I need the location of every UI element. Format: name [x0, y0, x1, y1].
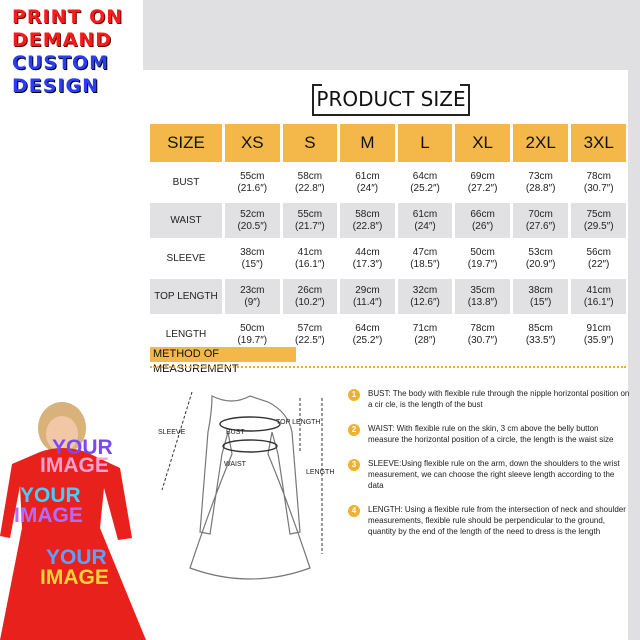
- inch-value: (18.5″): [410, 258, 440, 270]
- promo-line-3: CUSTOM: [12, 52, 110, 74]
- table-cell: [570, 316, 626, 353]
- table-cell: [454, 202, 512, 240]
- inch-value: (22.8″): [295, 182, 325, 194]
- bust-label: BUST: [226, 429, 245, 436]
- inch-value: (28″): [414, 334, 436, 346]
- cm-value: 57cm: [297, 322, 323, 334]
- inch-value: (22″): [588, 258, 610, 270]
- table-cell: [396, 316, 454, 353]
- size-table-header: [150, 124, 626, 164]
- cm-value: 64cm: [355, 322, 380, 334]
- table-cell: [281, 240, 339, 278]
- table-cell: [511, 316, 570, 353]
- waist-label: WAIST: [224, 461, 246, 468]
- cm-value: 53cm: [528, 246, 553, 258]
- header-cell: XS: [224, 124, 282, 164]
- cm-value: 56cm: [586, 246, 611, 258]
- inch-value: (20.5″): [237, 220, 268, 232]
- cm-value: 44cm: [355, 246, 380, 258]
- cm-value: 69cm: [470, 170, 495, 182]
- cm-value: 66cm: [470, 208, 495, 220]
- inch-value: (20.9″): [525, 258, 556, 270]
- row-label: LENGTH: [150, 316, 224, 353]
- table-cell: [224, 202, 282, 240]
- note-item: [348, 423, 630, 445]
- note-text: BUST: The body with flexible rule through the nipple horizontal position on a cir cle, is the length of the bust: [368, 389, 630, 409]
- inch-value: (21.6″): [237, 182, 268, 194]
- table-cell: [511, 240, 570, 278]
- note-text: LENGTH: Using a flexible rule from the intersection of neck and shoulder measurements, flexible rule should be perpendicular to the ground, quantity by the end of the length of the need to dress is the length: [368, 505, 626, 536]
- print-text: IMAGE: [40, 454, 109, 477]
- table-cell: [281, 202, 339, 240]
- note-text: SLEEVE:Using flexible rule on the arm, down the shoulders to the wrist measurement, we can choose the right sleeve length according to the data: [368, 459, 620, 490]
- table-cell: [454, 278, 512, 316]
- note-item: [348, 504, 630, 537]
- note-number: 1: [348, 389, 360, 401]
- table-row: [150, 278, 626, 316]
- inch-value: (29.5″): [583, 220, 614, 232]
- cm-value: 58cm: [355, 208, 380, 220]
- note-number: 2: [348, 424, 360, 436]
- inch-value: (21.7″): [295, 220, 325, 232]
- cm-value: 23cm: [240, 284, 265, 296]
- header-cell: 2XL: [511, 124, 570, 164]
- table-cell: [396, 202, 454, 240]
- table-cell: [396, 164, 454, 202]
- cm-value: 91cm: [586, 322, 611, 334]
- inch-value: (19.7″): [237, 334, 268, 346]
- inch-value: (9″): [244, 296, 261, 308]
- header-cell: XL: [454, 124, 512, 164]
- table-cell: [511, 202, 570, 240]
- sleeve-line: [162, 392, 192, 490]
- inch-value: (15″): [529, 296, 552, 308]
- size-table: [150, 124, 626, 352]
- right-gray-band: [628, 70, 640, 640]
- row-label: SLEEVE: [150, 240, 224, 278]
- cm-value: 41cm: [297, 246, 323, 258]
- inch-value: (16.1″): [295, 258, 325, 270]
- table-cell: [224, 278, 282, 316]
- cm-value: 38cm: [528, 284, 553, 296]
- inch-value: (19.7″): [467, 258, 498, 270]
- method-divider: [150, 366, 626, 368]
- cm-value: 38cm: [240, 246, 265, 258]
- inch-value: (22.5″): [295, 334, 325, 346]
- table-cell: [281, 278, 339, 316]
- promo-line-4: DESIGN: [12, 75, 100, 97]
- product-size-title-box: [312, 84, 470, 116]
- dress-model-image: [0, 398, 146, 640]
- inch-value: (13.8″): [467, 296, 498, 308]
- table-cell: [511, 164, 570, 202]
- row-label: TOP LENGTH: [150, 278, 224, 316]
- header-cell: SIZE: [150, 124, 224, 164]
- cm-value: 50cm: [240, 322, 265, 334]
- inch-value: (27.2″): [467, 182, 498, 194]
- cm-value: 73cm: [528, 170, 553, 182]
- top-length-label: TOP LENGTH: [276, 419, 321, 426]
- sleeve-label: SLEEVE: [158, 429, 186, 436]
- promo-line-2: DEMAND: [12, 29, 113, 51]
- note-number: 3: [348, 459, 360, 471]
- cm-value: 35cm: [470, 284, 495, 296]
- table-row: [150, 164, 626, 202]
- cm-value: 78cm: [586, 170, 611, 182]
- cm-value: 61cm: [355, 170, 380, 182]
- table-cell: [570, 202, 626, 240]
- header-cell: S: [281, 124, 339, 164]
- cm-value: 41cm: [586, 284, 611, 296]
- table-cell: [570, 164, 626, 202]
- cm-value: 52cm: [240, 208, 265, 220]
- inch-value: (25.2″): [410, 182, 440, 194]
- page-title: PRODUCT SIZE: [316, 87, 466, 111]
- cm-value: 26cm: [297, 284, 323, 296]
- cm-value: 78cm: [470, 322, 495, 334]
- table-cell: [224, 164, 282, 202]
- cm-value: 70cm: [528, 208, 553, 220]
- print-text: IMAGE: [40, 566, 109, 589]
- note-number: 4: [348, 505, 360, 517]
- table-cell: [570, 240, 626, 278]
- inch-value: (35.9″): [583, 334, 614, 346]
- cm-value: 61cm: [412, 208, 438, 220]
- inch-value: (22.8″): [352, 220, 383, 232]
- table-cell: [339, 164, 397, 202]
- cm-value: 32cm: [412, 284, 438, 296]
- measurement-notes: [348, 388, 630, 537]
- table-cell: [454, 316, 512, 353]
- table-cell: [339, 202, 397, 240]
- row-label: BUST: [150, 164, 224, 202]
- table-cell: [339, 278, 397, 316]
- inch-value: (27.6″): [525, 220, 556, 232]
- promo-line-1: PRINT ON: [12, 6, 124, 28]
- inch-value: (10.2″): [295, 296, 325, 308]
- cm-value: 50cm: [470, 246, 495, 258]
- inch-value: (15″): [241, 258, 263, 270]
- method-title: METHOD OF MEASUREMENT: [150, 347, 296, 362]
- inch-value: (26″): [471, 220, 494, 232]
- note-item: [348, 388, 630, 410]
- header-cell: L: [396, 124, 454, 164]
- top-gray-band: [143, 0, 640, 70]
- print-text: YOUR: [20, 484, 81, 507]
- table-cell: [339, 240, 397, 278]
- inch-value: (24″): [356, 182, 379, 194]
- print-text: YOUR: [52, 436, 113, 459]
- inch-value: (16.1″): [583, 296, 614, 308]
- inch-value: (12.6″): [410, 296, 440, 308]
- table-cell: [396, 278, 454, 316]
- table-cell: [570, 278, 626, 316]
- inch-value: (30.7″): [583, 182, 614, 194]
- inch-value: (24″): [414, 220, 436, 232]
- note-item: [348, 458, 630, 491]
- cm-value: 29cm: [355, 284, 380, 296]
- inch-value: (33.5″): [525, 334, 556, 346]
- inch-value: (30.7″): [467, 334, 498, 346]
- inch-value: (17.3″): [352, 258, 383, 270]
- cm-value: 85cm: [528, 322, 553, 334]
- measurement-diagram: [150, 372, 350, 632]
- table-cell: [511, 278, 570, 316]
- cm-value: 58cm: [297, 170, 323, 182]
- table-cell: [454, 240, 512, 278]
- table-cell: [339, 316, 397, 353]
- cm-value: 47cm: [412, 246, 438, 258]
- table-cell: [396, 240, 454, 278]
- cm-value: 71cm: [412, 322, 438, 334]
- cm-value: 75cm: [586, 208, 611, 220]
- table-cell: [281, 164, 339, 202]
- table-cell: [454, 164, 512, 202]
- table-row: [150, 202, 626, 240]
- inch-value: (11.4″): [352, 296, 382, 308]
- cm-value: 55cm: [240, 170, 265, 182]
- cm-value: 55cm: [297, 208, 323, 220]
- length-label: LENGTH: [306, 469, 335, 476]
- print-text: IMAGE: [14, 504, 83, 527]
- table-cell: [224, 240, 282, 278]
- inch-value: (28.8″): [525, 182, 556, 194]
- header-cell: M: [339, 124, 397, 164]
- note-text: WAIST: With flexible rule on the skin, 3 cm above the belly button measure the horizontal position of a circle, the length is the waist size: [368, 424, 614, 444]
- table-row: [150, 240, 626, 278]
- header-cell: 3XL: [570, 124, 626, 164]
- row-label: WAIST: [150, 202, 224, 240]
- print-text: YOUR: [46, 546, 107, 569]
- promo-text: [12, 6, 123, 98]
- cm-value: 64cm: [412, 170, 438, 182]
- inch-value: (25.2″): [352, 334, 383, 346]
